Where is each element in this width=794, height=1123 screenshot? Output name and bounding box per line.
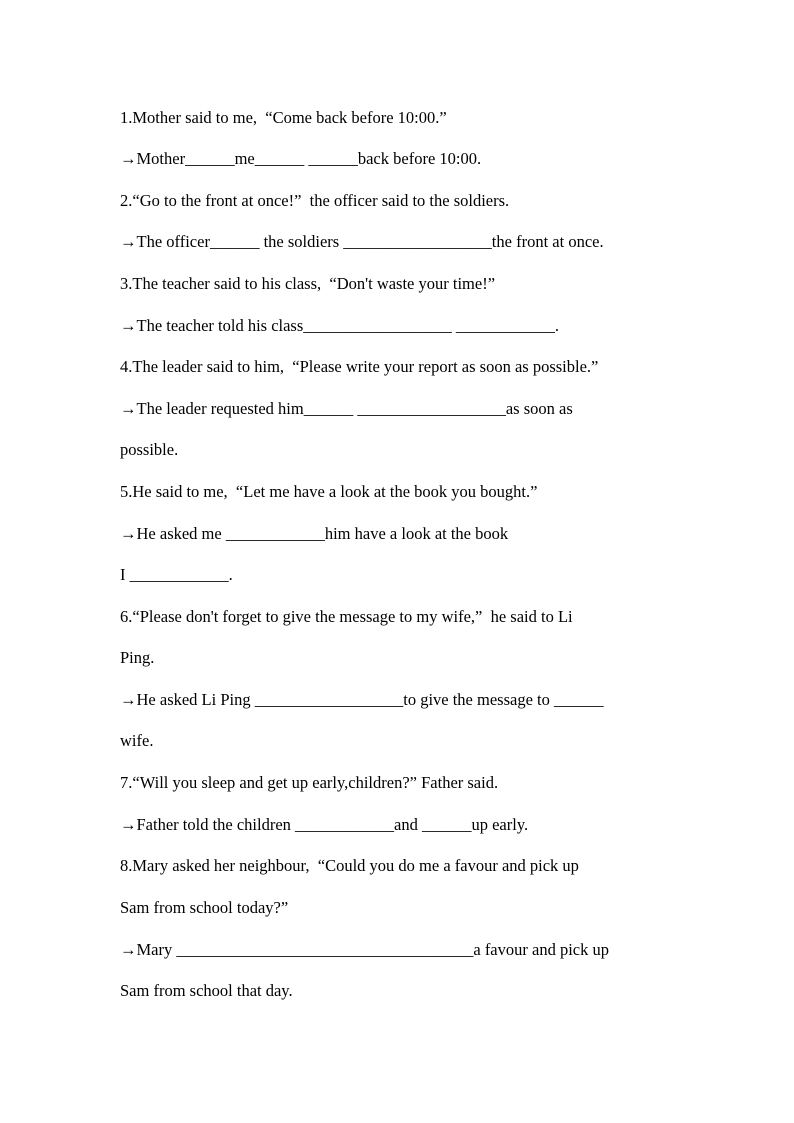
q3-rewrite: →The teacher told his class__________________ ____________.: [120, 316, 560, 335]
q2-rewrite: →The officer______ the soldiers __________________the front at once.: [120, 232, 604, 251]
q4-rewrite-cont: possible.: [120, 440, 179, 459]
q8-rewrite-cont: Sam from school that day.: [120, 981, 293, 1000]
q8-rewrite: →Mary ____________________________________a favour and pick up: [120, 940, 609, 959]
q1-rewrite: →Mother______me______ ______back before 10:00.: [120, 149, 482, 168]
q1-original: 1.Mother said to me, “Come back before 10:00.”: [120, 108, 447, 127]
q4-rewrite: →The leader requested him______ __________________as soon as: [120, 399, 573, 418]
q8-original: 8.Mary asked her neighbour, “Could you do me a favour and pick up: [120, 856, 579, 875]
q2-original: 2.“Go to the front at once!” the officer said to the soldiers.: [120, 191, 510, 210]
q6-original-cont: Ping.: [120, 648, 155, 667]
q4-original: 4.The leader said to him, “Please write your report as soon as possible.”: [120, 357, 599, 376]
q5-rewrite-cont: I ____________.: [120, 565, 233, 584]
q8-original-cont: Sam from school today?”: [120, 898, 289, 917]
q5-rewrite: →He asked me ____________him have a look at the book: [120, 524, 509, 543]
q3-original: 3.The teacher said to his class, “Don't waste your time!”: [120, 274, 496, 293]
q6-original: 6.“Please don't forget to give the message to my wife,” he said to Li: [120, 607, 573, 626]
q6-rewrite: →He asked Li Ping __________________to give the message to ______: [120, 690, 604, 709]
q7-original: 7.“Will you sleep and get up early,children?” Father said.: [120, 773, 499, 792]
q5-original: 5.He said to me, “Let me have a look at the book you bought.”: [120, 482, 538, 501]
q7-rewrite: →Father told the children ____________and ______up early.: [120, 815, 529, 834]
q6-rewrite-cont: wife.: [120, 731, 154, 750]
